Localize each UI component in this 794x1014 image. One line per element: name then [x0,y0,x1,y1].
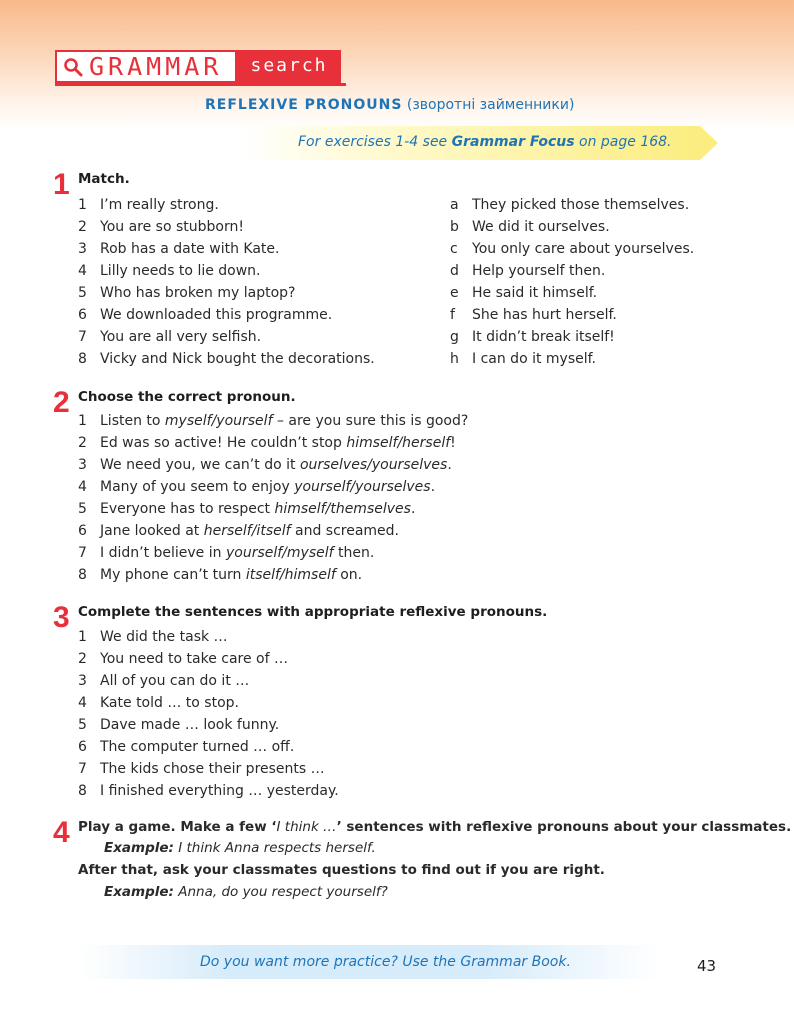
match-item: 3 Rob has a date with Kate. [78,241,280,257]
exercise-item: 7 The kids chose their presents … [78,761,325,777]
example-line: Example: Anna, do you respect yourself? [104,884,388,900]
exercise-item: 7 I didn’t believe in yourself/myself then. [78,545,375,561]
logo-grammar-box [55,50,237,83]
exercise-number: 2 [53,386,70,419]
match-answer: a They picked those themselves. [450,197,690,213]
exercise-title: Match. [78,171,130,187]
match-item: 4 Lilly needs to lie down. [78,263,261,279]
exercise-number: 1 [53,168,70,201]
exercise-item: 4 Many of you seem to enjoy yourself/yourselves. [78,479,436,495]
exercise-item: 2 You need to take care of … [78,651,288,667]
page-number: 43 [697,957,717,975]
exercise-item: 6 Jane looked at herself/itself and screamed. [78,523,400,539]
exercise-item: 6 The computer turned … off. [78,739,295,755]
match-answer: c You only care about yourselves. [450,241,695,257]
match-item: 6 We downloaded this programme. [78,307,333,323]
exercise-item: 4 Kate told … to stop. [78,695,239,711]
exercise-item: 1 Listen to myself/yourself – are you sure this is good? [78,413,469,429]
banner-arrow [700,126,718,160]
exercise-item: 5 Everyone has to respect himself/themselves. [78,501,416,517]
topic-translation: (зворотні займенники) [406,97,575,113]
match-item: 1 I’m really strong. [78,197,219,213]
exercise-item: 2 Ed was so active! He couldn’t stop himself/herself! [78,435,456,451]
match-item: 7 You are all very selfish. [78,329,262,345]
exercise-number: 3 [53,601,70,634]
exercise-title: Choose the correct pronoun. [78,389,296,405]
logo-underline [55,83,346,86]
logo-grammar-text: GRAMMAR [89,52,223,81]
focus-text-after: on page 168. [574,134,672,150]
exercise-title: Complete the sentences with appropriate reflexive pronouns. [78,604,548,620]
match-answer: f She has hurt herself. [450,307,617,323]
match-answer: e He said it himself. [450,285,598,301]
match-answer: h I can do it myself. [450,351,596,367]
exercise-item: 3 We need you, we can’t do it ourselves/yourselves. [78,457,452,473]
match-answer: g It didn’t break itself! [450,329,615,345]
exercise-instruction: Play a game. Make a few ‘I think …’ sentences with reflexive pronouns about your classmates. [78,819,792,835]
exercise-item: 8 I finished everything … yesterday. [78,783,339,799]
exercise-item: 5 Dave made … look funny. [78,717,280,733]
exercise-number: 4 [53,816,70,849]
match-answer: d Help yourself then. [450,263,606,279]
topic-heading [205,97,574,113]
exercise-instruction: After that, ask your classmates questions to find out if you are right. [78,862,605,878]
exercise-item: 8 My phone can’t turn itself/himself on. [78,567,363,583]
search-icon [63,57,83,77]
grammar-search-logo [55,50,341,83]
topic-title: REFLEXIVE PRONOUNS [205,97,403,113]
focus-text-before: For exercises 1-4 see [298,134,452,150]
practice-note: Do you want more practice? Use the Grammar Book. [200,954,571,970]
grammar-focus-note [298,134,672,150]
match-answer: b We did it ourselves. [450,219,610,235]
match-item: 8 Vicky and Nick bought the decorations. [78,351,375,367]
match-item: 2 You are so stubborn! [78,219,244,235]
focus-text-link: Grammar Focus [451,134,575,150]
logo-search-text: search [237,50,341,83]
example-line: Example: I think Anna respects herself. [104,840,376,856]
exercise-item: 3 All of you can do it … [78,673,250,689]
exercise-item: 1 We did the task … [78,629,228,645]
match-item: 5 Who has broken my laptop? [78,285,296,301]
